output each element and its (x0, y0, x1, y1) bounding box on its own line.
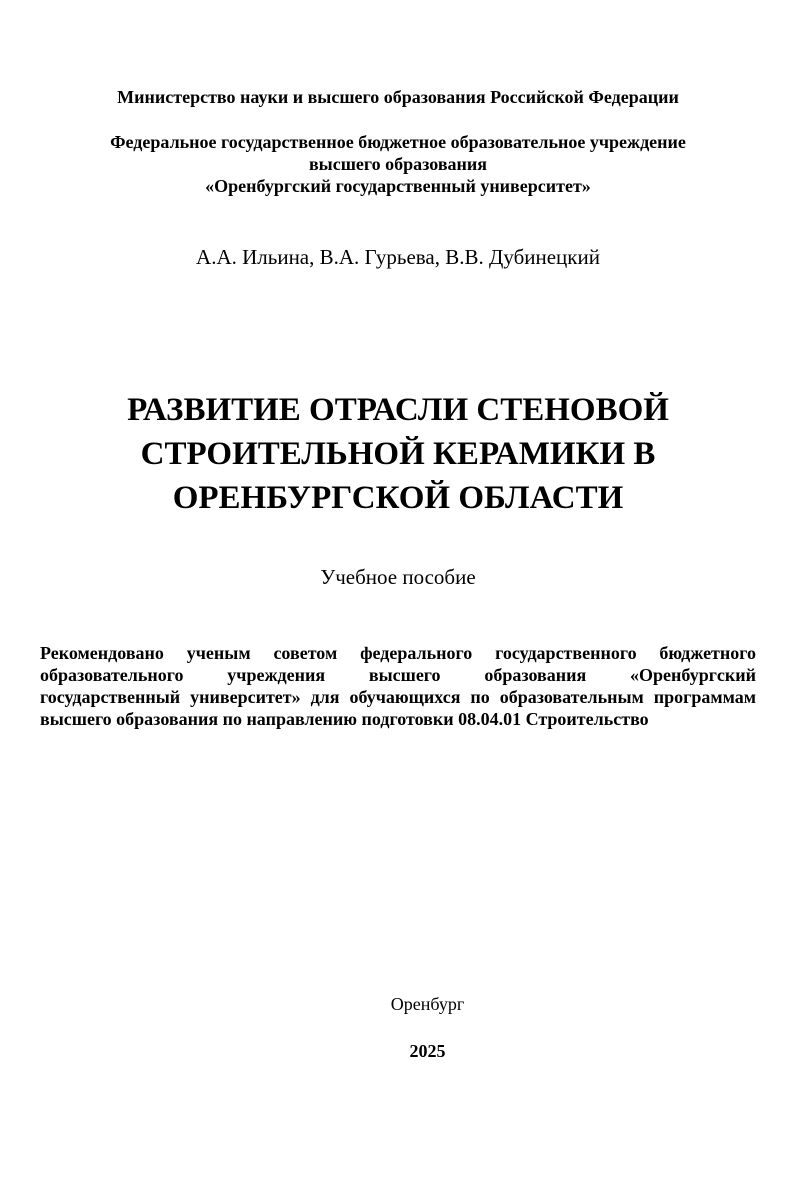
ministry-name: Министерство науки и высшего образования Российской Федерации (117, 87, 679, 107)
publication-city: Оренбург (390, 994, 465, 1014)
document-title (0, 388, 796, 520)
document-type: Учебное пособие (320, 565, 476, 589)
title-line: СТРОИТЕЛЬНОЙ КЕРАМИКИ В (140, 436, 656, 472)
institution-line: «Оренбургский государственный университет» (205, 176, 591, 196)
authors: А.А. Ильина, В.А. Гурьева, В.В. Дубинецкий (196, 245, 600, 269)
recommendation-line: государственный университет» для обучающихся по образовательным программам (40, 687, 756, 707)
recommendation-line: Рекомендовано ученым советом федерального государственного бюджетного (40, 643, 756, 663)
institution-name (0, 131, 796, 197)
publication-year: 2025 (409, 1041, 446, 1061)
recommendation-line: высшего образования по направлению подготовки 08.04.01 Строительство (40, 709, 649, 729)
institution-line: высшего образования (308, 154, 488, 174)
title-line: ОРЕНБУРГСКОЙ ОБЛАСТИ (172, 480, 624, 516)
institution-line: Федеральное государственное бюджетное образовательное учреждение (110, 132, 686, 152)
title-line: РАЗВИТИЕ ОТРАСЛИ СТЕНОВОЙ (127, 392, 669, 428)
recommendation-text (40, 642, 756, 730)
recommendation-line: образовательного учреждения высшего образования «Оренбургский (40, 665, 756, 685)
